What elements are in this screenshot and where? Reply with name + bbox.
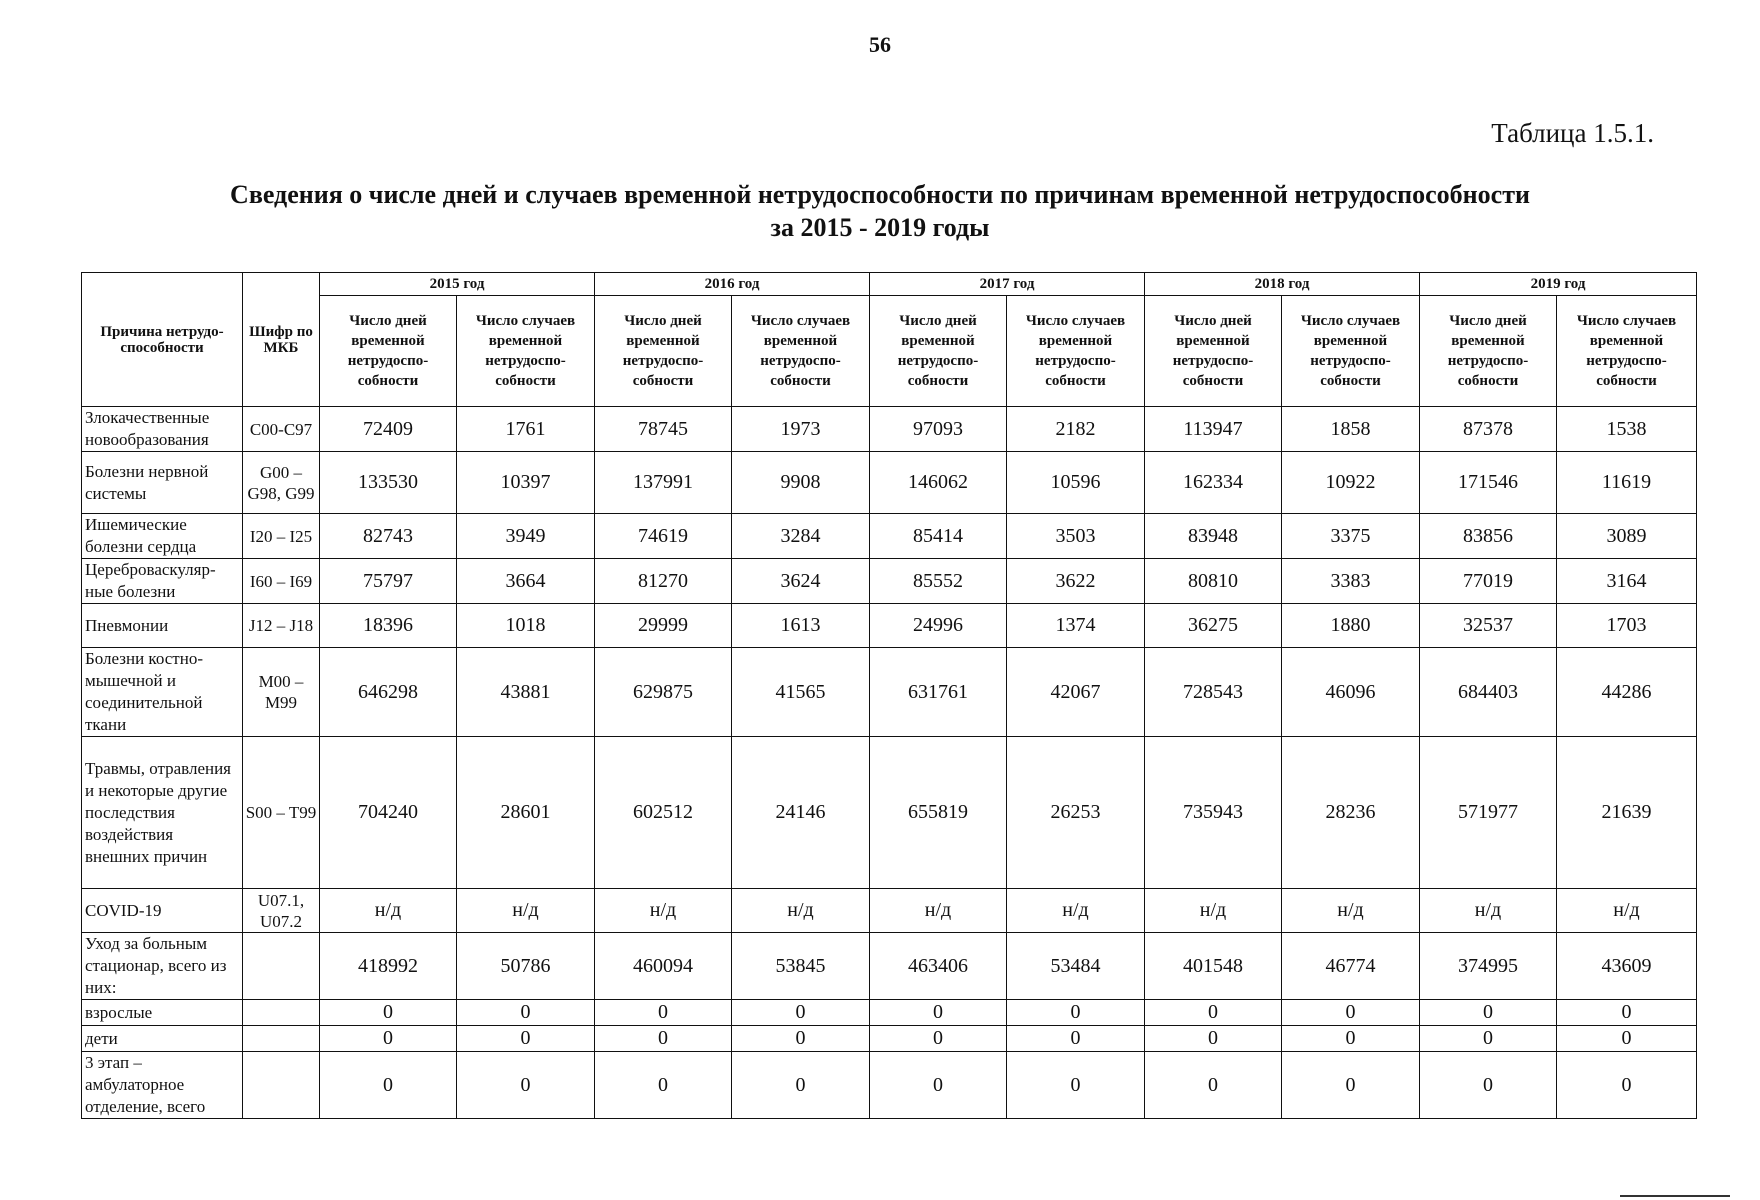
cases-value-cell: 0 [732, 1000, 870, 1026]
footer-rule [1620, 1195, 1730, 1197]
days-value-cell: 133530 [320, 452, 457, 514]
cases-value-cell: 43609 [1557, 933, 1697, 1000]
cases-value-cell: 50786 [457, 933, 595, 1000]
days-value-cell: н/д [870, 889, 1007, 933]
cause-cell: Болезни костно-мышечной и соединительной ткани [82, 648, 243, 737]
cases-value-cell: 1761 [457, 407, 595, 452]
days-value-cell: 29999 [595, 604, 732, 648]
days-value-cell: 631761 [870, 648, 1007, 737]
days-value-cell: 83856 [1420, 514, 1557, 559]
table-row [82, 514, 1697, 559]
cases-value-cell: 10922 [1282, 452, 1420, 514]
days-value-cell: 0 [1145, 1026, 1282, 1052]
cases-value-cell: 3164 [1557, 559, 1697, 604]
days-value-cell: н/д [320, 889, 457, 933]
table-row [82, 737, 1697, 889]
days-value-cell: 728543 [1145, 648, 1282, 737]
days-value-cell: 0 [320, 1026, 457, 1052]
cause-cell: дети [82, 1026, 243, 1052]
cause-cell: Цереброваскуляр-ные болезни [82, 559, 243, 604]
cases-value-cell: 0 [732, 1052, 870, 1119]
days-value-cell: 704240 [320, 737, 457, 889]
days-value-cell: 97093 [870, 407, 1007, 452]
days-value-cell: 0 [595, 1026, 732, 1052]
days-value-cell: 77019 [1420, 559, 1557, 604]
icd-code-cell: U07.1, U07.2 [243, 889, 320, 933]
cases-value-cell: 1374 [1007, 604, 1145, 648]
cases-value-cell: 1880 [1282, 604, 1420, 648]
cases-value-cell: 46096 [1282, 648, 1420, 737]
header-year-2018: 2018 год [1145, 273, 1420, 296]
cases-value-cell: 3375 [1282, 514, 1420, 559]
title-line-1: Сведения о числе дней и случаев временной нетрудоспособности по причинам временной нетрудоспособности [230, 180, 1530, 209]
cases-value-cell: 3622 [1007, 559, 1145, 604]
cases-value-cell: 0 [1557, 1052, 1697, 1119]
header-year-2017: 2017 год [870, 273, 1145, 296]
table-row [82, 604, 1697, 648]
days-value-cell: 137991 [595, 452, 732, 514]
cases-value-cell: 3503 [1007, 514, 1145, 559]
days-value-cell: 571977 [1420, 737, 1557, 889]
icd-code-cell: I20 – I25 [243, 514, 320, 559]
icd-code-cell [243, 1026, 320, 1052]
days-value-cell: 24996 [870, 604, 1007, 648]
days-value-cell: 74619 [595, 514, 732, 559]
cases-value-cell: 0 [457, 1000, 595, 1026]
cases-value-cell: 10397 [457, 452, 595, 514]
days-value-cell: н/д [1420, 889, 1557, 933]
cases-value-cell: 3284 [732, 514, 870, 559]
sick-leave-table [81, 272, 1697, 1119]
cases-value-cell: 3624 [732, 559, 870, 604]
icd-code-cell: I60 – I69 [243, 559, 320, 604]
title-line-2: за 2015 - 2019 годы [770, 213, 990, 242]
header-cause: Причина нетрудо-способности [82, 273, 243, 407]
days-value-cell: 0 [1420, 1000, 1557, 1026]
days-value-cell: 463406 [870, 933, 1007, 1000]
days-value-cell: 85552 [870, 559, 1007, 604]
days-value-cell: 82743 [320, 514, 457, 559]
table-row [82, 1000, 1697, 1026]
days-value-cell: н/д [595, 889, 732, 933]
days-value-cell: 684403 [1420, 648, 1557, 737]
days-value-cell: 602512 [595, 737, 732, 889]
table-row [82, 648, 1697, 737]
header-cases: Число случаев временной нетрудоспо-собности [457, 296, 595, 407]
cases-value-cell: 41565 [732, 648, 870, 737]
cause-cell: Уход за больным стационар, всего из них: [82, 933, 243, 1000]
cause-cell: взрослые [82, 1000, 243, 1026]
cases-value-cell: 44286 [1557, 648, 1697, 737]
days-value-cell: 401548 [1145, 933, 1282, 1000]
table-row [82, 1052, 1697, 1119]
cases-value-cell: 0 [1557, 1026, 1697, 1052]
days-value-cell: 85414 [870, 514, 1007, 559]
cases-value-cell: 1613 [732, 604, 870, 648]
cases-value-cell: 42067 [1007, 648, 1145, 737]
days-value-cell: 87378 [1420, 407, 1557, 452]
days-value-cell: 80810 [1145, 559, 1282, 604]
cases-value-cell: 1703 [1557, 604, 1697, 648]
days-value-cell: 0 [870, 1026, 1007, 1052]
days-value-cell: 146062 [870, 452, 1007, 514]
cases-value-cell: 3949 [457, 514, 595, 559]
days-value-cell: 162334 [1145, 452, 1282, 514]
table-row [82, 407, 1697, 452]
icd-code-cell [243, 1052, 320, 1119]
header-code: Шифр по МКБ [243, 273, 320, 407]
header-year-2016: 2016 год [595, 273, 870, 296]
cases-value-cell: 2182 [1007, 407, 1145, 452]
cases-value-cell: н/д [1007, 889, 1145, 933]
days-value-cell: 81270 [595, 559, 732, 604]
cases-value-cell: 10596 [1007, 452, 1145, 514]
icd-code-cell: M00 – M99 [243, 648, 320, 737]
header-days: Число дней временной нетрудоспо-собности [1145, 296, 1282, 407]
days-value-cell: 72409 [320, 407, 457, 452]
icd-code-cell: G00 – G98, G99 [243, 452, 320, 514]
cases-value-cell: 0 [1282, 1052, 1420, 1119]
table-row [82, 933, 1697, 1000]
cases-value-cell: 28601 [457, 737, 595, 889]
days-value-cell: 0 [1420, 1026, 1557, 1052]
table-label: Таблица 1.5.1. [1491, 118, 1654, 148]
cause-cell: 3 этап – амбулаторное отделение, всего [82, 1052, 243, 1119]
header-cases: Число случаев временной нетрудоспо-собности [1557, 296, 1697, 407]
cases-value-cell: 1018 [457, 604, 595, 648]
days-value-cell: 460094 [595, 933, 732, 1000]
header-days: Число дней временной нетрудоспо-собности [870, 296, 1007, 407]
header-cases: Число случаев временной нетрудоспо-собности [1007, 296, 1145, 407]
days-value-cell: 0 [870, 1000, 1007, 1026]
cases-value-cell: 28236 [1282, 737, 1420, 889]
days-value-cell: 0 [320, 1000, 457, 1026]
days-value-cell: 0 [595, 1052, 732, 1119]
days-value-cell: 78745 [595, 407, 732, 452]
days-value-cell: 418992 [320, 933, 457, 1000]
cases-value-cell: н/д [457, 889, 595, 933]
days-value-cell: 0 [1420, 1052, 1557, 1119]
days-value-cell: 655819 [870, 737, 1007, 889]
cases-value-cell: 0 [1007, 1052, 1145, 1119]
header-year-2015: 2015 год [320, 273, 595, 296]
days-value-cell: 0 [320, 1052, 457, 1119]
days-value-cell: 75797 [320, 559, 457, 604]
days-value-cell: 0 [870, 1052, 1007, 1119]
icd-code-cell: J12 – J18 [243, 604, 320, 648]
cause-cell: COVID-19 [82, 889, 243, 933]
table-row [82, 452, 1697, 514]
icd-code-cell [243, 933, 320, 1000]
cause-cell: Болезни нервной системы [82, 452, 243, 514]
cause-cell: Травмы, отравления и некоторые другие последствия воздействия внешних причин [82, 737, 243, 889]
header-days: Число дней временной нетрудоспо-собности [1420, 296, 1557, 407]
days-value-cell: 646298 [320, 648, 457, 737]
days-value-cell: 18396 [320, 604, 457, 648]
cases-value-cell: 24146 [732, 737, 870, 889]
days-value-cell: 735943 [1145, 737, 1282, 889]
cases-value-cell: 21639 [1557, 737, 1697, 889]
days-value-cell: 0 [1145, 1052, 1282, 1119]
cases-value-cell: н/д [1282, 889, 1420, 933]
document-title [180, 178, 1580, 244]
cases-value-cell: 11619 [1557, 452, 1697, 514]
header-cases: Число случаев временной нетрудоспо-собности [732, 296, 870, 407]
days-value-cell: 32537 [1420, 604, 1557, 648]
cases-value-cell: 46774 [1282, 933, 1420, 1000]
days-value-cell: 0 [1145, 1000, 1282, 1026]
cases-value-cell: 0 [1007, 1000, 1145, 1026]
cases-value-cell: н/д [1557, 889, 1697, 933]
cases-value-cell: 3089 [1557, 514, 1697, 559]
cases-value-cell: 0 [1282, 1000, 1420, 1026]
cases-value-cell: 9908 [732, 452, 870, 514]
header-cases: Число случаев временной нетрудоспо-собности [1282, 296, 1420, 407]
days-value-cell: 83948 [1145, 514, 1282, 559]
days-value-cell: 629875 [595, 648, 732, 737]
cases-value-cell: 0 [457, 1026, 595, 1052]
cases-value-cell: 3383 [1282, 559, 1420, 604]
days-value-cell: 0 [595, 1000, 732, 1026]
cases-value-cell: 0 [732, 1026, 870, 1052]
days-value-cell: н/д [1145, 889, 1282, 933]
cases-value-cell: н/д [732, 889, 870, 933]
cases-value-cell: 53845 [732, 933, 870, 1000]
cases-value-cell: 53484 [1007, 933, 1145, 1000]
days-value-cell: 374995 [1420, 933, 1557, 1000]
cases-value-cell: 0 [457, 1052, 595, 1119]
header-year-2019: 2019 год [1420, 273, 1697, 296]
icd-code-cell: C00-C97 [243, 407, 320, 452]
cases-value-cell: 1538 [1557, 407, 1697, 452]
cause-cell: Пневмонии [82, 604, 243, 648]
table-row [82, 889, 1697, 933]
cases-value-cell: 43881 [457, 648, 595, 737]
cause-cell: Злокачественные новообразования [82, 407, 243, 452]
page-number: 56 [869, 32, 891, 57]
cases-value-cell: 1973 [732, 407, 870, 452]
cases-value-cell: 0 [1007, 1026, 1145, 1052]
table-row [82, 559, 1697, 604]
table-row [82, 1026, 1697, 1052]
days-value-cell: 171546 [1420, 452, 1557, 514]
table-body [82, 407, 1697, 1119]
icd-code-cell: S00 – T99 [243, 737, 320, 889]
cases-value-cell: 0 [1282, 1026, 1420, 1052]
icd-code-cell [243, 1000, 320, 1026]
cases-value-cell: 1858 [1282, 407, 1420, 452]
cases-value-cell: 3664 [457, 559, 595, 604]
cases-value-cell: 0 [1557, 1000, 1697, 1026]
header-days: Число дней временной нетрудоспо-собности [320, 296, 457, 407]
days-value-cell: 36275 [1145, 604, 1282, 648]
header-days: Число дней временной нетрудоспо-собности [595, 296, 732, 407]
days-value-cell: 113947 [1145, 407, 1282, 452]
cause-cell: Ишемические болезни сердца [82, 514, 243, 559]
cases-value-cell: 26253 [1007, 737, 1145, 889]
